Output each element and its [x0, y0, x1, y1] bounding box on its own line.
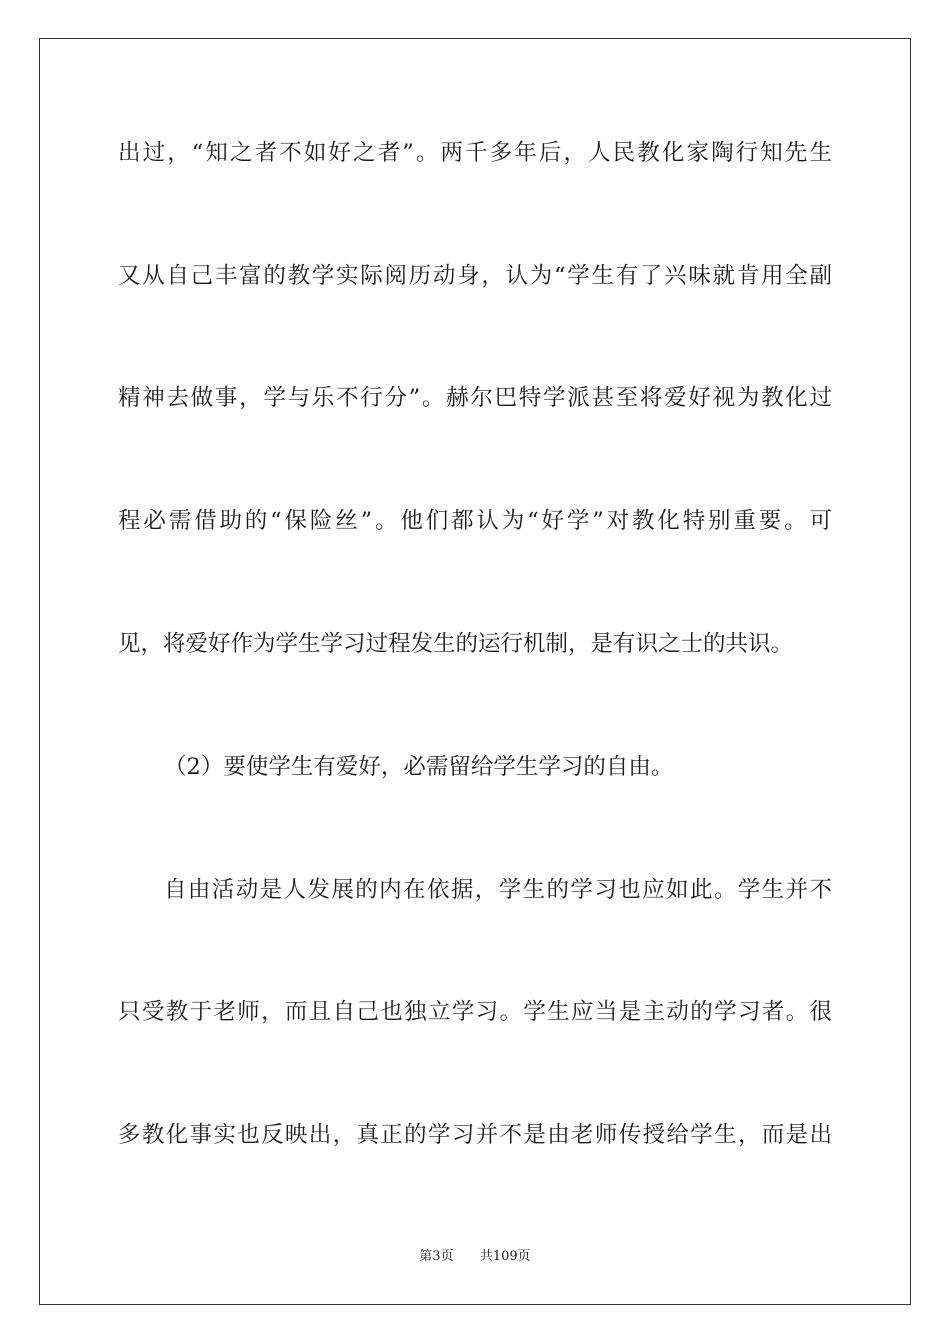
- body-line-7: 自由活动是人发展的内在依据，学生的学习也应如此。学生并不: [164, 877, 832, 903]
- body-line-1: 出过，“知之者不如好之者”。两千多年后，人民教化家陶行知先生: [118, 140, 832, 166]
- subheading-line: （2）要使学生有爱好，必需留给学生学习的自由。: [164, 754, 674, 780]
- page-total: 共109页: [479, 1249, 531, 1264]
- body-line-4: 程必需借助的“保险丝”。他们都认为“好学”对教化特别重要。可: [118, 508, 832, 534]
- body-line-8: 只受教于老师，而且自己也独立学习。学生应当是主动的学习者。很: [118, 999, 832, 1025]
- body-line-3: 精神去做事，学与乐不行分”。赫尔巴特学派甚至将爱好视为教化过: [118, 385, 832, 411]
- body-line-5: 见，将爱好作为学生学习过程发生的运行机制，是有识之士的共识。: [118, 631, 794, 657]
- page-footer: [0, 1245, 950, 1264]
- body-line-2: 又从自己丰富的教学实际阅历动身，认为“学生有了兴味就肯用全副: [118, 263, 832, 289]
- page-number: 第3页: [419, 1249, 454, 1264]
- body-line-9: 多教化事实也反映出，真正的学习并不是由老师传授给学生，而是出: [118, 1122, 832, 1148]
